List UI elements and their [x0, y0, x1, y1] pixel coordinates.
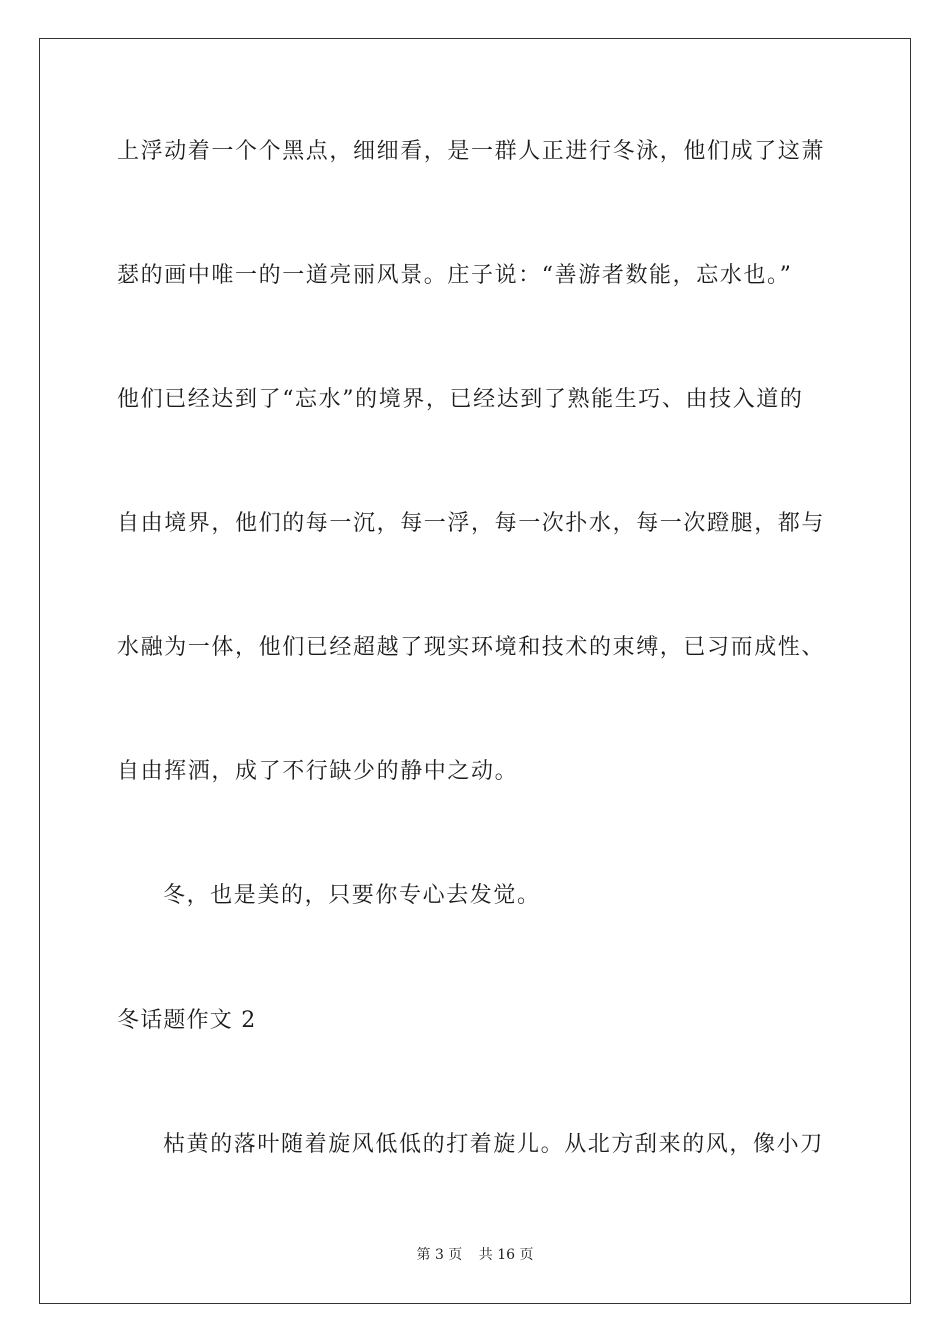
next-paragraph-line: 枯黄的落叶随着旋风低低的打着旋儿。从北方刮来的风，像小刀 [163, 1132, 824, 1157]
body-text-line-1: 上浮动着一个个黑点，细细看，是一群人正进行冬泳，他们成了这萧 [117, 139, 826, 164]
page-total: 共 16 页 [478, 1247, 534, 1263]
page-number: 第 3 页 [416, 1247, 463, 1263]
body-text-line-6: 自由挥洒，成了不行缺少的静中之动。 [117, 759, 519, 784]
body-text-line-2: 瑟的画中唯一的一道亮丽风景。庄子说：“善游者数能，忘水也。” [117, 263, 793, 288]
page-border [39, 38, 911, 1304]
page-footer [0, 1245, 950, 1265]
body-text-line-3: 他们已经达到了“忘水”的境界，已经达到了熟能生巧、由技入道的 [117, 387, 804, 412]
body-text-line-4: 自由境界，他们的每一沉，每一浮，每一次扑水，每一次蹬腿，都与 [117, 511, 826, 536]
section-heading: 冬话题作文 2 [117, 1008, 257, 1033]
body-text-line-5: 水融为一体，他们已经超越了现实环境和技术的束缚，已习而成性、 [117, 635, 826, 660]
closing-line: 冬，也是美的，只要你专心去发觉。 [163, 883, 541, 908]
